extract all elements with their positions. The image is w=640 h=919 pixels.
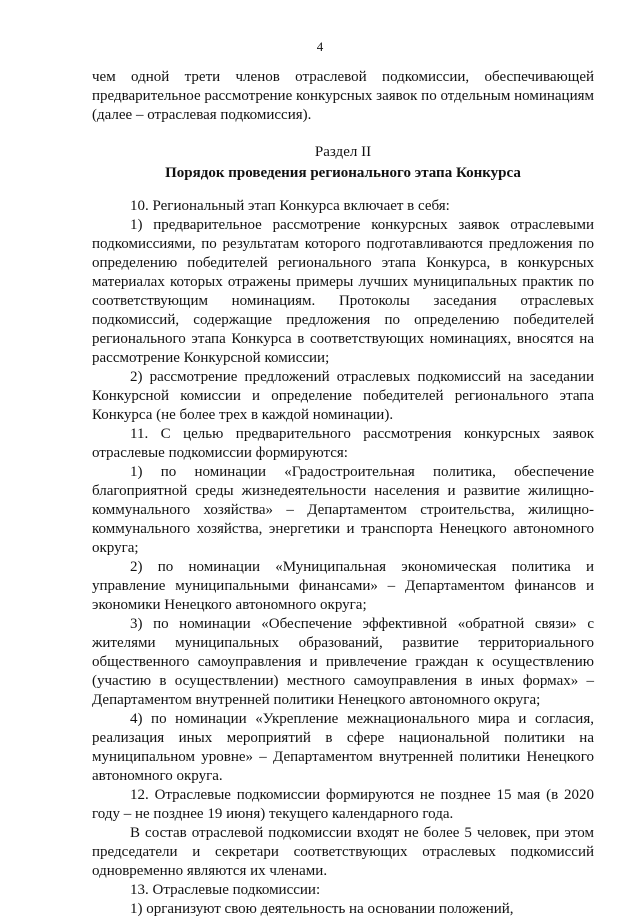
paragraph-11: 11. С целью предварительного рассмотрения конкурсных заявок отраслевые подкомиссии формируются: — [92, 426, 594, 461]
paragraph-10-item-1: 1) предварительное рассмотрение конкурсных заявок отраслевыми подкомиссиями, по результатам которого подготавливаются предложения по определению победителей регионального этапа Конкурса, в конкурсных материалах которых отражены примеры лучших муниципальных практик по соответствующим номинациям. Протоколы заседания отраслевых подкомиссий, содержащие предложения по определению победителей регионального этапа Конкурса в соответствующих номинациях, вносятся на рассмотрение Конкурсной комиссии; — [92, 217, 594, 366]
paragraph-12-composition: В состав отраслевой подкомиссии входят не более 5 человек, при этом председатели и секретари соответствующих отраслевых подкомиссий одновременно являются их членами. — [92, 825, 594, 879]
paragraph-12: 12. Отраслевые подкомиссии формируются не позднее 15 мая (в 2020 году – не позднее 19 июня) текущего календарного года. — [92, 787, 594, 822]
paragraph-11-item-3: 3) по номинации «Обеспечение эффективной «обратной связи» с жителями муниципальных образований, развитие территориального общественного самоуправления и привлечение граждан к осуществлению (участию в осуществлении) местного самоуправления в иных формах» – Департаментом внутренней политики Ненецкого автономного округа; — [92, 616, 594, 708]
paragraph-10: 10. Региональный этап Конкурса включает в себя: — [130, 198, 450, 214]
section-label: Раздел II — [314, 144, 372, 160]
paragraph-11-item-1: 1) по номинации «Градостроительная политика, обеспечение благоприятной среды жизнедеятельности населения и развитие жилищно-коммунального хозяйства» – Департаментом строительства, жилищно-коммунального хозяйства, энергетики и транспорта Ненецкого автономного округа; — [92, 464, 594, 556]
document-body — [92, 68, 594, 919]
paragraph-10-item-2: 2) рассмотрение предложений отраслевых подкомиссий на заседании Конкурсной комиссии и определение победителей регионального этапа Конкурса (не более трех в каждой номинации). — [92, 369, 594, 423]
paragraph-13-item-1: 1) организуют свою деятельность на основании положений, — [130, 901, 514, 917]
paragraph-11-item-4: 4) по номинации «Укрепление межнационального мира и согласия, реализация иных мероприятий в сфере национальной политики на муниципальном уровне» – Департаментом внутренней политики Ненецкого автономного округа. — [92, 711, 594, 784]
page-number: 4 — [316, 39, 324, 54]
section-title: Порядок проведения регионального этапа Конкурса — [165, 165, 521, 181]
intro-paragraph: чем одной трети членов отраслевой подкомиссии, обеспечивающей предварительное рассмотрение конкурсных заявок по отдельным номинациям (далее – отраслевая подкомиссия). — [92, 69, 594, 123]
paragraph-13: 13. Отраслевые подкомиссии: — [130, 882, 321, 898]
paragraph-11-item-2: 2) по номинации «Муниципальная экономическая политика и управление муниципальными финансами» – Департаментом финансов и экономики Ненецкого автономного округа; — [92, 559, 594, 613]
